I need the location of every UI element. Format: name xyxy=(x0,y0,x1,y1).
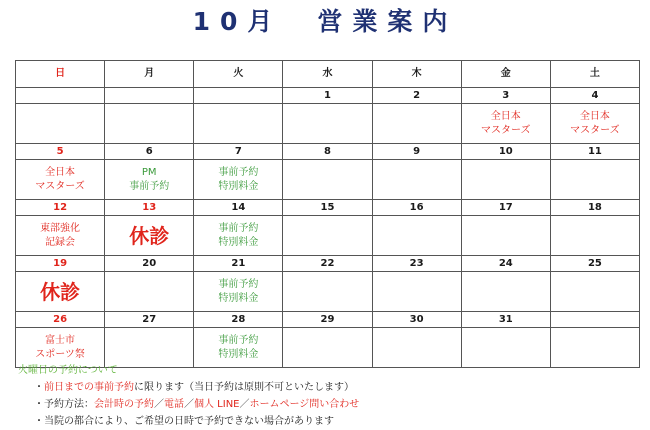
day-note: 全日本 xyxy=(579,110,610,122)
day-number: 17 xyxy=(461,200,550,216)
day-note: 事前予約 xyxy=(218,222,259,234)
reservation-notes xyxy=(18,362,359,430)
day-note: 東部強化 xyxy=(40,222,81,234)
day-note-cell xyxy=(105,104,194,144)
day-note-cell xyxy=(194,160,283,200)
day-note: スポーツ祭 xyxy=(35,348,85,360)
day-number: 30 xyxy=(372,312,461,328)
day-note-cell xyxy=(461,216,550,256)
day-number xyxy=(194,88,283,104)
day-number: 6 xyxy=(105,144,194,160)
day-number: 16 xyxy=(372,200,461,216)
day-note: 特別料金 xyxy=(218,348,259,360)
day-note-cell xyxy=(283,160,372,200)
weekday-header: 水 xyxy=(283,61,372,88)
day-note-cell xyxy=(372,216,461,256)
notes-segment: ・当院の都合により、ご希望の日時で予約できない場合があります xyxy=(34,416,334,427)
day-note-cell xyxy=(194,104,283,144)
date-row xyxy=(16,256,640,272)
day-number: 23 xyxy=(372,256,461,272)
day-number: 10 xyxy=(461,144,550,160)
weekday-header: 土 xyxy=(550,61,639,88)
day-note-cell xyxy=(16,272,105,312)
day-number: 7 xyxy=(194,144,283,160)
notes-heading: 火曜日の予約について xyxy=(18,365,118,376)
day-note: 記録会 xyxy=(45,236,76,248)
page-title: 10月 営業案内 xyxy=(192,7,458,36)
note-row xyxy=(16,160,640,200)
weekday-header: 日 xyxy=(16,61,105,88)
day-note-cell xyxy=(105,216,194,256)
day-note: 富士市 xyxy=(45,334,76,346)
day-note: 事前予約 xyxy=(218,166,259,178)
day-number: 4 xyxy=(550,88,639,104)
day-number xyxy=(16,88,105,104)
calendar-table xyxy=(15,60,640,368)
day-note-cell xyxy=(550,216,639,256)
day-note-cell xyxy=(16,104,105,144)
day-note: 特別料金 xyxy=(218,180,259,192)
notes-line xyxy=(18,396,359,413)
day-note-cell xyxy=(550,104,639,144)
note-row xyxy=(16,104,640,144)
day-note-cell xyxy=(550,328,639,368)
date-row xyxy=(16,312,640,328)
day-number: 1 xyxy=(283,88,372,104)
day-note: マスターズ xyxy=(481,124,531,136)
day-note-cell xyxy=(283,272,372,312)
day-number: 19 xyxy=(16,256,105,272)
day-number: 12 xyxy=(16,200,105,216)
day-note-cell xyxy=(372,272,461,312)
notes-segment: 前日までの事前予約 xyxy=(44,382,134,393)
notes-segment: ／ xyxy=(154,399,164,410)
day-note-cell xyxy=(461,160,550,200)
notes-segment: ／ xyxy=(184,399,194,410)
day-note: 特別料金 xyxy=(218,292,259,304)
notes-segment: ・ xyxy=(34,382,44,393)
day-note-cell xyxy=(194,272,283,312)
day-number: 13 xyxy=(105,200,194,216)
day-note-cell xyxy=(550,272,639,312)
day-note-cell xyxy=(461,104,550,144)
weekday-header-row xyxy=(16,61,640,88)
day-note: 事前予約 xyxy=(218,278,259,290)
date-row xyxy=(16,88,640,104)
day-note-cell xyxy=(16,216,105,256)
weekday-header: 木 xyxy=(372,61,461,88)
day-note: マスターズ xyxy=(35,180,85,192)
notes-segment: ・予約方法： xyxy=(34,399,94,410)
day-number xyxy=(105,88,194,104)
day-note-cell xyxy=(105,160,194,200)
day-note: PM xyxy=(141,166,157,178)
closed-label: 休診 xyxy=(40,279,81,304)
day-note-cell xyxy=(461,272,550,312)
date-row xyxy=(16,144,640,160)
day-note: 事前予約 xyxy=(129,180,170,192)
day-number: 8 xyxy=(283,144,372,160)
day-note-cell xyxy=(16,160,105,200)
day-note-cell xyxy=(105,272,194,312)
day-note: 特別料金 xyxy=(218,236,259,248)
day-number: 15 xyxy=(283,200,372,216)
day-number: 9 xyxy=(372,144,461,160)
day-number: 14 xyxy=(194,200,283,216)
notes-segment: に限ります（当日予約は原則不可といたします） xyxy=(134,382,354,393)
day-number xyxy=(550,312,639,328)
day-number: 27 xyxy=(105,312,194,328)
day-note-cell xyxy=(461,328,550,368)
day-note: 事前予約 xyxy=(218,334,259,346)
notes-line xyxy=(18,413,359,430)
weekday-header: 火 xyxy=(194,61,283,88)
day-number: 5 xyxy=(16,144,105,160)
day-number: 28 xyxy=(194,312,283,328)
note-row xyxy=(16,216,640,256)
notes-segment: 電話 xyxy=(164,399,184,410)
day-number: 25 xyxy=(550,256,639,272)
weekday-header: 金 xyxy=(461,61,550,88)
day-note-cell xyxy=(372,160,461,200)
notes-segment: 個人 LINE xyxy=(194,399,240,410)
date-row xyxy=(16,200,640,216)
day-number: 22 xyxy=(283,256,372,272)
day-note-cell xyxy=(283,104,372,144)
notes-segment: ／ xyxy=(239,399,250,410)
day-note-cell xyxy=(372,328,461,368)
day-note-cell xyxy=(283,216,372,256)
day-note: マスターズ xyxy=(570,124,620,136)
note-row xyxy=(16,272,640,312)
day-number: 18 xyxy=(550,200,639,216)
day-number: 2 xyxy=(372,88,461,104)
day-note: 全日本 xyxy=(45,166,76,178)
day-number: 11 xyxy=(550,144,639,160)
day-note-cell xyxy=(372,104,461,144)
notes-segment: ホームページ問い合わせ xyxy=(249,399,360,410)
weekday-header: 月 xyxy=(105,61,194,88)
day-number: 21 xyxy=(194,256,283,272)
day-note-cell xyxy=(550,160,639,200)
day-number: 26 xyxy=(16,312,105,328)
day-number: 31 xyxy=(461,312,550,328)
notes-line xyxy=(18,379,359,396)
day-note: 全日本 xyxy=(490,110,521,122)
day-number: 3 xyxy=(461,88,550,104)
day-number: 29 xyxy=(283,312,372,328)
day-note-cell xyxy=(194,216,283,256)
notes-segment: 会計時の予約 xyxy=(94,399,154,410)
closed-label: 休診 xyxy=(129,223,170,248)
day-number: 24 xyxy=(461,256,550,272)
day-number: 20 xyxy=(105,256,194,272)
